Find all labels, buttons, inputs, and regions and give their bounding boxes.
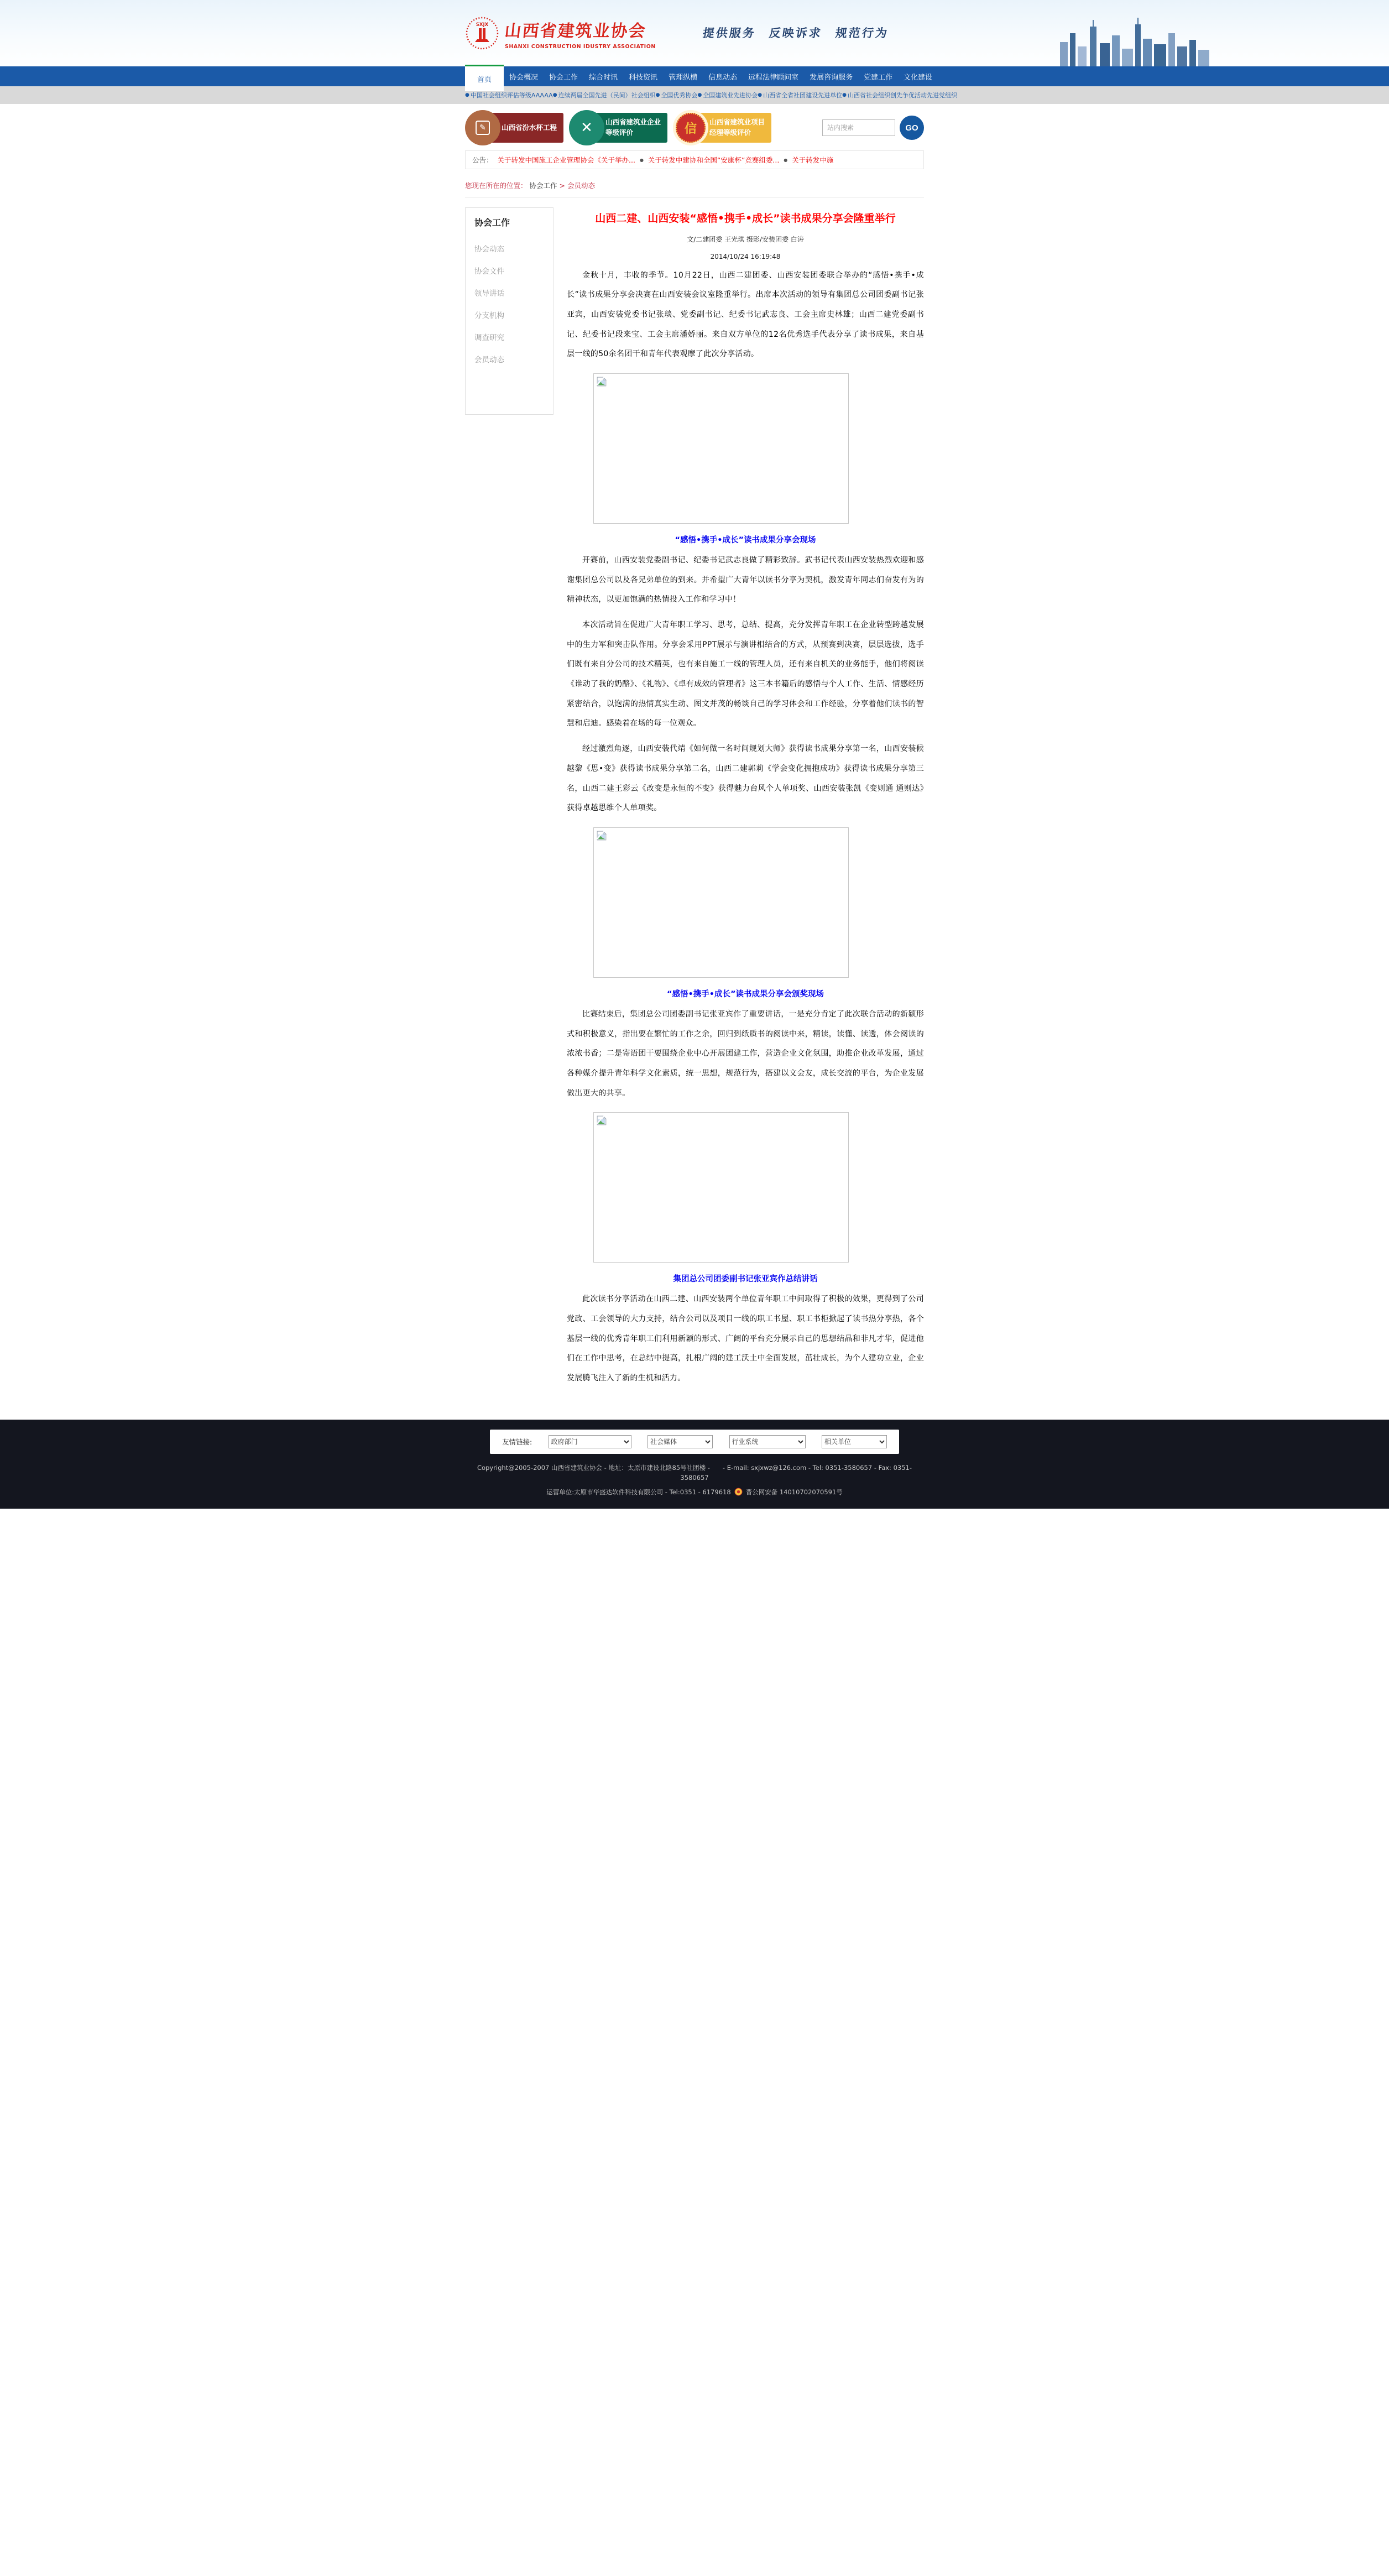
broken-image-icon	[597, 377, 607, 387]
site-logo[interactable]	[465, 16, 656, 50]
site-name-english: SHANXI CONSTRUCTION IDUSTRY ASSOCIATION	[505, 43, 656, 50]
bullet-icon	[656, 92, 660, 98]
nav-item-management[interactable]: 管理纵横	[669, 73, 698, 82]
beian-link[interactable]: 晋公网安备 14010702070591号	[745, 1488, 843, 1496]
nav-item-association-overview[interactable]: 协会概况	[509, 73, 539, 82]
breadcrumb-section-link[interactable]: 协会工作	[529, 181, 557, 190]
page-footer	[0, 1420, 1389, 1509]
site-search	[822, 116, 924, 140]
friend-links-label: 友情链接:	[502, 1437, 532, 1446]
honor-item-6[interactable]: ● 山西省社会组织创先争优活动先进党组织	[842, 91, 957, 100]
article-paragraph: 金秋十月，丰收的季节。10月22日，山西二建团委、山西安装团委联合举办的“感悟•携手•成长”读书成果分享会决赛在山西安装会议室隆重举行。出席本次活动的领导有集团总公司团委副书记张亚宾，山西安装党委书记张琰、党委副书记、纪委书记武志良、工会主席史林雄；山西二建党委副书记、纪委书记段来宝、工会主席潘娇丽。来自双方单位的12名优秀选手代表分享了读书成果，来自基层一线的50余名团干和青年代表观摩了此次分享活动。	[567, 270, 924, 359]
nav-item-home[interactable]: 首页	[465, 65, 504, 91]
image-caption-3: 集团总公司团委副书记张亚宾作总结讲话	[673, 1275, 818, 1284]
breadcrumb-separator: >	[559, 181, 566, 190]
friend-links-select-related[interactable]	[822, 1435, 887, 1448]
search-input[interactable]	[822, 119, 895, 136]
pencil-icon: ✎	[465, 110, 500, 145]
honor-item-4[interactable]: ● 全国建筑业先进协会	[697, 91, 758, 100]
breadcrumb	[465, 175, 924, 197]
security-badge-icon	[734, 1488, 743, 1496]
broken-image-icon	[597, 1115, 607, 1125]
image-caption-2: “感悟•携手•成长”读书成果分享会颁奖现场	[666, 989, 824, 999]
announcement-link-1[interactable]: 关于转发中国施工企业管理协会《关于举办...	[497, 156, 635, 164]
nav-item-legal-advisor[interactable]: 远程法律顾问室	[748, 73, 799, 82]
announcement-bar	[465, 150, 924, 169]
honor-item-3[interactable]: ● 全国优秀协会	[656, 91, 698, 100]
friend-links-select-industry[interactable]	[729, 1435, 806, 1448]
nav-item-general-news[interactable]: 综合时讯	[589, 73, 618, 82]
friend-links-bar	[490, 1430, 899, 1454]
sidebar-item-research[interactable]: 调查研究	[474, 333, 504, 342]
breadcrumb-prefix: 您现在所在的位置：	[465, 181, 528, 190]
sidebar-item-association-news[interactable]: 协会动态	[474, 245, 504, 254]
article-paragraph: 比赛结束后，集团总公司团委副书记张亚宾作了重要讲话，一是充分肯定了此次联合活动的新颖形式和积极意义，指出要在繁忙的工作之余，回归到纸质书的阅读中来，精读，读懂、读透，体会阅读的浓浓书香；二是寄语团干要围绕企业中心开展团建工作，营造企业文化氛围，助推企业改革发展，通过各种媒介提升青年科学文化素质，统一思想，规范行为，搭建以文会友，成长交流的平台，为企业发展做出更大的共享。	[567, 1009, 924, 1098]
article-byline: 文/二建团委 王光琪 摄影/安装团委 白涛	[687, 235, 804, 243]
announcement-link-2[interactable]: 关于转发中建协和全国“安康杯”竞赛组委...	[647, 156, 780, 164]
image-caption-1: “感悟•携手•成长”读书成果分享会现场	[675, 535, 816, 545]
bullet-icon	[758, 92, 762, 98]
site-header	[0, 0, 1389, 66]
article-image-placeholder-3	[593, 1112, 849, 1263]
manager-rating-banner-button[interactable]: 信 山西省建筑业项目 经理等级评价	[687, 113, 771, 143]
breadcrumb-current-link[interactable]: 会员动态	[567, 181, 596, 190]
article-paragraph: 本次活动旨在促进广大青年职工学习、思考，总结、提高，充分发挥青年职工在企业转型跨越发展中的生力军和突击队作用。分享会采用PPT展示与演讲相结合的方式，从预赛到决赛，层层选拔，选手们既有来自分公司的技术精英，也有来自施工一线的管理人员，还有来自机关的业务能手，他们将阅读《谁动了我的奶酪》、《礼物》、《卓有成效的管理者》这三本书籍后的感悟与个人工作、生活、情感经历紧密结合，以饱满的热情真实生动、图文并茂的畅谈自己的学习体会和工作经验，分享着他们读书的智慧和启迪。感染着在场的每一位观众。	[567, 620, 924, 728]
article	[567, 207, 924, 1389]
sidebar-item-branches[interactable]: 分支机构	[474, 311, 504, 320]
sidebar-item-association-documents[interactable]: 协会文件	[474, 267, 504, 276]
fenshui-cup-banner-button[interactable]: ✎ 山西省汾水杯工程	[479, 113, 563, 143]
friend-links-select-media[interactable]	[647, 1435, 713, 1448]
xin-seal-icon: 信	[673, 110, 708, 145]
bullet-icon	[697, 92, 702, 98]
nav-item-info-updates[interactable]: 信息动态	[708, 73, 738, 82]
nav-item-tech-news[interactable]: 科技资讯	[629, 73, 658, 82]
banner-row	[465, 104, 924, 150]
bullet-icon	[465, 92, 469, 98]
sidebar-item-member-news[interactable]: 会员动态	[474, 356, 504, 364]
honor-item-5[interactable]: ● 山西省全省社团建设先进单位	[758, 91, 842, 100]
main-nav	[0, 66, 1389, 86]
bullet-icon	[842, 92, 847, 98]
article-paragraph: 此次读书分享活动在山西二建、山西安装两个单位青年职工中间取得了积极的效果，更得到了公司党政、工会领导的大力支持，结合公司以及项目一线的职工书屋、职工书柜掀起了读书热分享热，各个基层一线的优秀青年职工们利用新颖的形式、广阔的平台充分展示自己的思想结晶和非凡才华，促进他们在工作中思考，在总结中提高，扎根广阔的建工沃土中全面发展，茁壮成长，为个人建功立业，企业发展腾飞注入了新的生机和活力。	[567, 1295, 924, 1383]
broken-image-icon	[597, 831, 607, 841]
enterprise-rating-banner-button[interactable]: ✕ 山西省建筑业企业 等级评价	[583, 113, 667, 143]
article-title: 山西二建、山西安装“感悟•携手•成长”读书成果分享会隆重举行	[595, 212, 896, 225]
article-paragraph: 经过激烈角逐，山西安装代靖《如何做一名时间规划大师》获得读书成果分享第一名，山西安装候越黎《思•变》获得读书成果分享第二名，山西二建郭莉《学会变化拥抱成功》获得读书成果分享第三名，山西二建王彩云《改变是永恒的不变》获得魅力台风个人单项奖、山西安装张凯《变则通 通则达》获得卓越思维个人单项奖。	[567, 744, 924, 813]
weave-x-icon: ✕	[569, 110, 604, 145]
nav-item-consulting[interactable]: 发展咨询服务	[810, 73, 853, 82]
announcement-link-3[interactable]: 关于转发中施	[792, 156, 834, 164]
honor-item-1[interactable]: ● 中国社会组织评估等级AAAAA	[465, 91, 553, 100]
nav-item-culture[interactable]: 文化建设	[904, 73, 933, 82]
nav-item-association-work[interactable]: 协会工作	[549, 73, 578, 82]
header-slogan: 提供服务 反映诉求 规范行为	[702, 26, 890, 40]
article-datetime: 2014/10/24 16:19:48	[710, 252, 781, 260]
search-go-button[interactable]: GO	[900, 116, 924, 140]
friend-links-select-government[interactable]	[549, 1435, 631, 1448]
sidebar-item-leader-speeches[interactable]: 领导讲话	[474, 289, 504, 298]
operator-text: 运营单位:太原市华盛达软件科技有限公司 - Tel:0351 - 6179618	[546, 1488, 731, 1496]
logo-emblem-icon	[465, 16, 499, 50]
site-name: 山西省建筑业协会	[503, 21, 647, 41]
svg-text:SXJX: SXJX	[476, 22, 489, 28]
nav-item-party-building[interactable]: 党建工作	[864, 73, 893, 82]
copyright-line: Copyright@2005-2007 山西省建筑业协会 - 地址：太原市建设北路85号社团楼 - - E-mail: sxjxwz@126.com - Tel: 0351-3580657 - Fax: 0351-3580657	[477, 1463, 912, 1482]
bullet-icon: ●	[784, 157, 788, 163]
honor-item-2[interactable]: ● 连续两届全国先进（民间）社会组织	[553, 91, 656, 100]
article-image-placeholder-2	[593, 827, 849, 978]
sidebar-association-work	[465, 207, 553, 415]
honors-bar	[0, 86, 1389, 104]
announcement-label: 公告：	[472, 156, 493, 164]
bullet-icon	[553, 92, 557, 98]
sidebar-title: 协会工作	[474, 217, 510, 228]
city-skyline-image	[1057, 18, 1223, 66]
article-paragraph: 开赛前，山西安装党委副书记、纪委书记武志良做了精彩致辞。武书记代表山西安装热烈欢迎和感谢集团总公司以及各兄弟单位的到来。并希望广大青年以读书分享为契机，激发青年同志们奋发有为的精神状态，以更加饱满的热情投入工作和学习中！	[567, 555, 924, 604]
article-image-placeholder-1	[593, 373, 849, 524]
bullet-icon: ●	[639, 157, 644, 163]
operator-line	[465, 1488, 924, 1496]
